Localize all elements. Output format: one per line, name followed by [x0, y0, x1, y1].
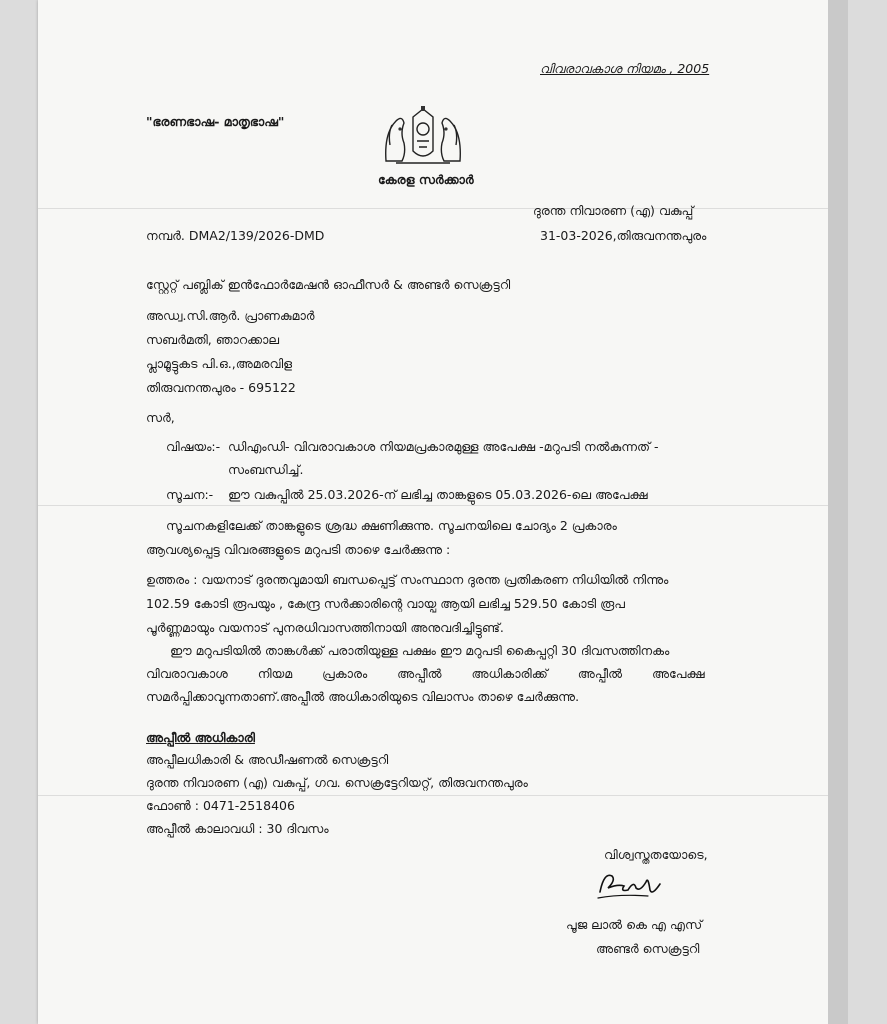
signature-icon — [590, 862, 670, 906]
body-paragraph-line: ആവശ്യപ്പെട്ട വിവരങ്ങളുടെ മറുപടി താഴെ ചേർക്കുന്നു : — [146, 542, 451, 557]
act-reference: വിവരാവകാശ നിയമം , 2005 — [540, 61, 710, 76]
answer-line: 102.59 കോടി രൂപയും , കേന്ദ്ര സർക്കാരിന്റെ വായ്പ ആയി ലഭിച്ച 529.50 കോടി രൂപ — [146, 596, 625, 611]
recipient-name: അഡ്വ.സി.ആർ. പ്രാണകുമാർ — [146, 308, 315, 323]
page-edge-shadow — [828, 0, 848, 1024]
paper-fold-line — [38, 795, 828, 796]
kerala-emblem-icon — [378, 103, 468, 169]
recipient-address-line: പ്ലാമൂട്ടുകട പി.ഒ.,അമരവിള — [146, 356, 293, 371]
salutation: സർ, — [146, 410, 175, 425]
answer-line: ഉത്തരം : വയനാട് ദുരന്തവുമായി ബന്ധപ്പെട്ട് സംസ്ഥാന ദുരന്ത പ്രതികരണ നിധിയിൽ നിന്നും — [146, 572, 669, 587]
recipient-address-line: സബർമതി, ഞാറക്കാല — [146, 332, 280, 347]
paper-fold-line — [38, 208, 828, 209]
subject-text: ഡിഎംഡി- വിവരാവകാശ നിയമപ്രകാരമുള്ള അപേക്ഷ -മറുപടി നൽകുന്നത് - — [228, 439, 659, 454]
government-name: കേരള സർക്കാർ — [378, 172, 474, 187]
paper-fold-line — [38, 505, 828, 506]
reference-label: സൂചന:- — [166, 487, 214, 502]
appeal-period: അപ്പീൽ കാലാവധി : 30 ദിവസം — [146, 821, 329, 836]
recipient-address-line: തിരുവനന്തപുരം - 695122 — [146, 380, 296, 395]
appeal-phone: ഫോൺ : 0471-2518406 — [146, 798, 295, 813]
subject-label: വിഷയം:- — [166, 439, 221, 454]
appeal-authority-heading: അപ്പീൽ അധികാരി — [146, 730, 255, 745]
reference-text: ഈ വകുപ്പിൽ 25.03.2026-ന് ലഭിച്ച താങ്കളുടെ 05.03.2026-ലെ അപേക്ഷ — [228, 487, 648, 502]
subject-text: സംബന്ധിച്ച്. — [228, 462, 304, 477]
letter-date-place: 31-03-2026,തിരുവനന്തപുരം — [540, 228, 707, 243]
appeal-info-line: സമർപ്പിക്കാവുന്നതാണ്.അപ്പീൽ അധികാരിയുടെ വിലാസം താഴെ ചേർക്കുന്നു. — [146, 689, 580, 704]
appeal-office-address: ദുരന്ത നിവാരണ (എ) വകുപ്പ്, ഗവ. സെക്രട്ടേറിയറ്റ്, തിരുവനന്തപുരം — [146, 775, 528, 790]
signatory-name: പൂജ ലാൽ കെ എ എസ് — [566, 917, 703, 932]
sender-designation: സ്റ്റേറ്റ് പബ്ലിക് ഇൻഫോർമേഷൻ ഓഫീസർ & അണ്ടർ സെക്രട്ടറി — [146, 277, 511, 292]
appeal-info-line: വിവരാവകാശ നിയമ പ്രകാരം അപ്പീൽ അധികാരിക്ക് അപ്പീൽ അപേക്ഷ — [146, 666, 705, 681]
valediction: വിശ്വസ്തതയോടെ, — [604, 847, 708, 862]
answer-line: പൂർണ്ണമായും വയനാട് പുനരധിവാസത്തിനായി അനുവദിച്ചിട്ടുണ്ട്. — [146, 620, 504, 635]
signatory-designation: അണ്ടർ സെക്രട്ടറി — [596, 941, 700, 956]
letter-number: നമ്പർ. DMA2/139/2026-DMD — [146, 228, 325, 243]
appeal-officer: അപ്പീലധികാരി & അഡീഷണൽ സെക്രട്ടറി — [146, 752, 389, 767]
appeal-info-line: ഈ മറുപടിയിൽ താങ്കൾക്ക് പരാതിയുള്ള പക്ഷം ഈ മറുപടി കൈപ്പറ്റി 30 ദിവസത്തിനകം — [170, 643, 670, 658]
body-paragraph-line: സൂചനകളിലേക്ക് താങ്കളുടെ ശ്രദ്ധ ക്ഷണിക്കുന്നു. സൂചനയിലെ ചോദ്യം 2 പ്രകാരം — [166, 518, 617, 533]
motto: "ഭരണഭാഷ- മാതൃഭാഷ" — [146, 114, 285, 129]
department-name: ദുരന്ത നിവാരണ (എ) വകുപ്പ് — [533, 203, 694, 218]
